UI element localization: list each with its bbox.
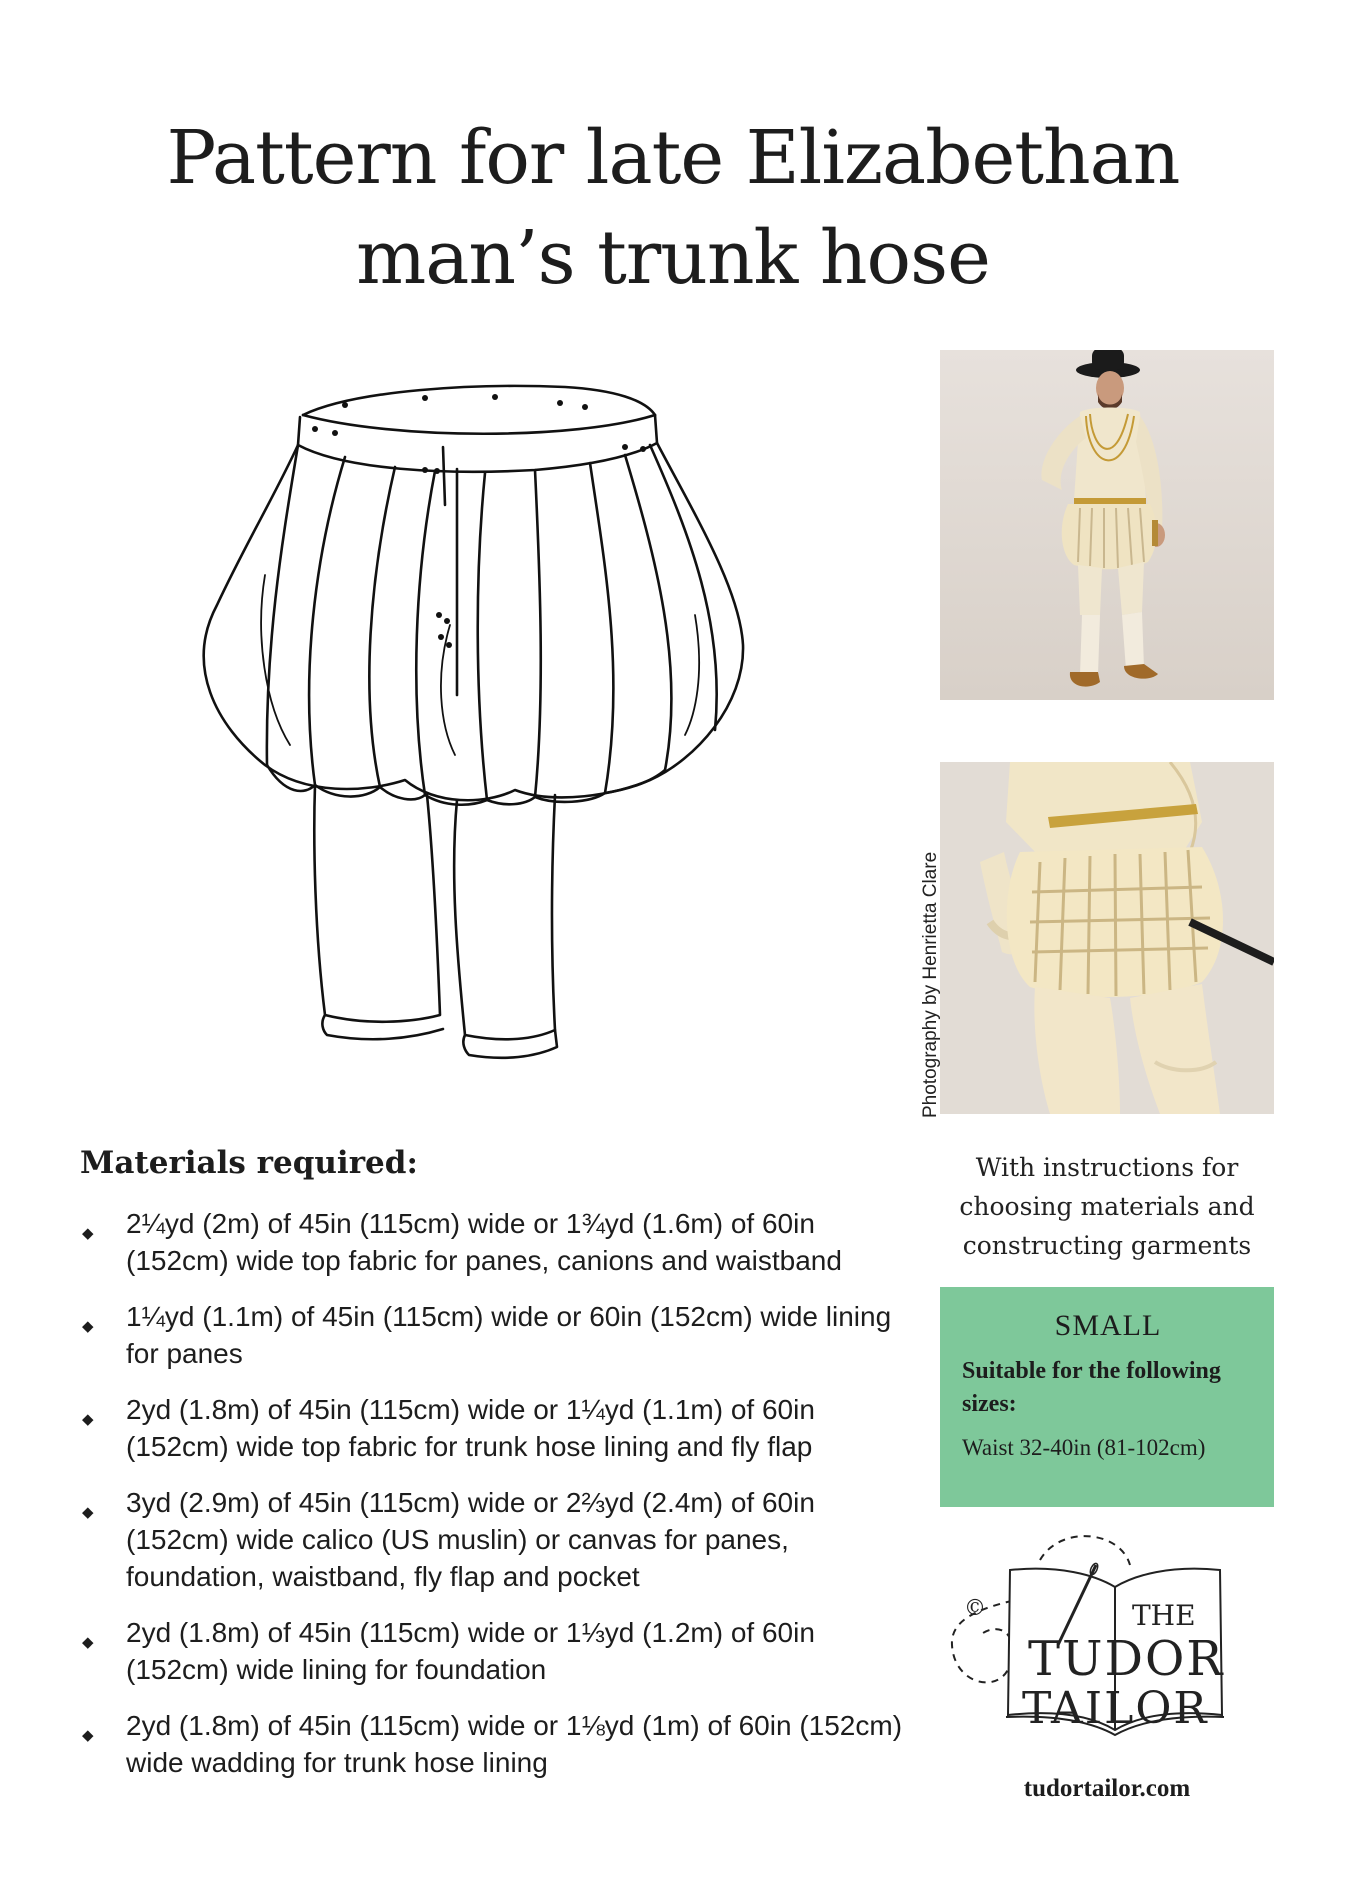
size-title: SMALL <box>1054 1309 1162 1342</box>
title-line-2: man’s trunk hose <box>356 215 990 301</box>
material-text: 1¼yd (1.1m) of 45in (115cm) wide or 60in (152cm) wide lining for panes <box>126 1301 892 1369</box>
title-line-1: Pattern for late Elizabethan <box>166 115 1180 201</box>
list-item <box>80 1484 910 1595</box>
bullet-icon: ◆ <box>82 1634 94 1651</box>
list-item <box>80 1298 910 1372</box>
bullet-icon: ◆ <box>82 1727 94 1744</box>
material-text: 3yd (2.9m) of 45in (115cm) wide or 2⅔yd (2.4m) of 60in (152cm) wide calico (US muslin) or canvas for panes, foundation, waistband, fly flap and pocket <box>126 1487 815 1592</box>
logo-copyright: © <box>964 1596 986 1621</box>
material-text: 2yd (1.8m) of 45in (115cm) wide or 1⅓yd (1.2m) of 60in (152cm) wide lining for foundation <box>126 1617 815 1685</box>
bullet-icon: ◆ <box>82 1225 94 1242</box>
logo-the: THE <box>1132 1599 1196 1632</box>
website-link[interactable]: tudortailor.com <box>1023 1775 1191 1802</box>
instructions-line-3: constructing garments <box>962 1231 1252 1260</box>
trunk-hose-drawing <box>195 375 785 1075</box>
material-text: 2yd (1.8m) of 45in (115cm) wide or 1⅛yd (1m) of 60in (152cm) wide wadding for trunk hose lining <box>126 1710 903 1778</box>
trunk-hose-closeup-photo <box>940 762 1274 1114</box>
instructions-line-2: choosing materials and <box>959 1192 1255 1221</box>
photo-credit: Photography by Henrietta Clare <box>920 851 941 1118</box>
instructions-note <box>940 1148 1274 1265</box>
bullet-icon: ◆ <box>82 1318 94 1335</box>
list-item <box>80 1391 910 1465</box>
list-item <box>80 1707 910 1781</box>
list-item <box>80 1614 910 1688</box>
materials-list <box>80 1205 910 1781</box>
size-waist: Waist 32-40in (81-102cm) <box>962 1435 1206 1460</box>
material-text: 2yd (1.8m) of 45in (115cm) wide or 1¼yd (1.1m) of 60in (152cm) wide top fabric for trunk hose lining and fly flap <box>126 1394 815 1462</box>
page-title <box>0 108 1346 308</box>
logo-tailor: TAILOR <box>1022 1683 1209 1734</box>
full-figure-photo <box>940 350 1274 700</box>
logo-tudor: TUDOR <box>1028 1631 1225 1687</box>
size-box <box>940 1287 1274 1507</box>
instructions-line-1: With instructions for <box>975 1153 1239 1182</box>
material-text: 2¼yd (2m) of 45in (115cm) wide or 1¾yd (1.6m) of 60in (152cm) wide top fabric for panes, canions and waistband <box>126 1208 842 1276</box>
materials-section <box>80 1145 910 1800</box>
size-subtitle: Suitable for the following sizes: <box>962 1358 1221 1417</box>
tudor-tailor-logo <box>910 1525 1240 1755</box>
materials-heading: Materials required: <box>80 1145 418 1181</box>
list-item <box>80 1205 910 1279</box>
bullet-icon: ◆ <box>82 1504 94 1521</box>
bullet-icon: ◆ <box>82 1411 94 1428</box>
